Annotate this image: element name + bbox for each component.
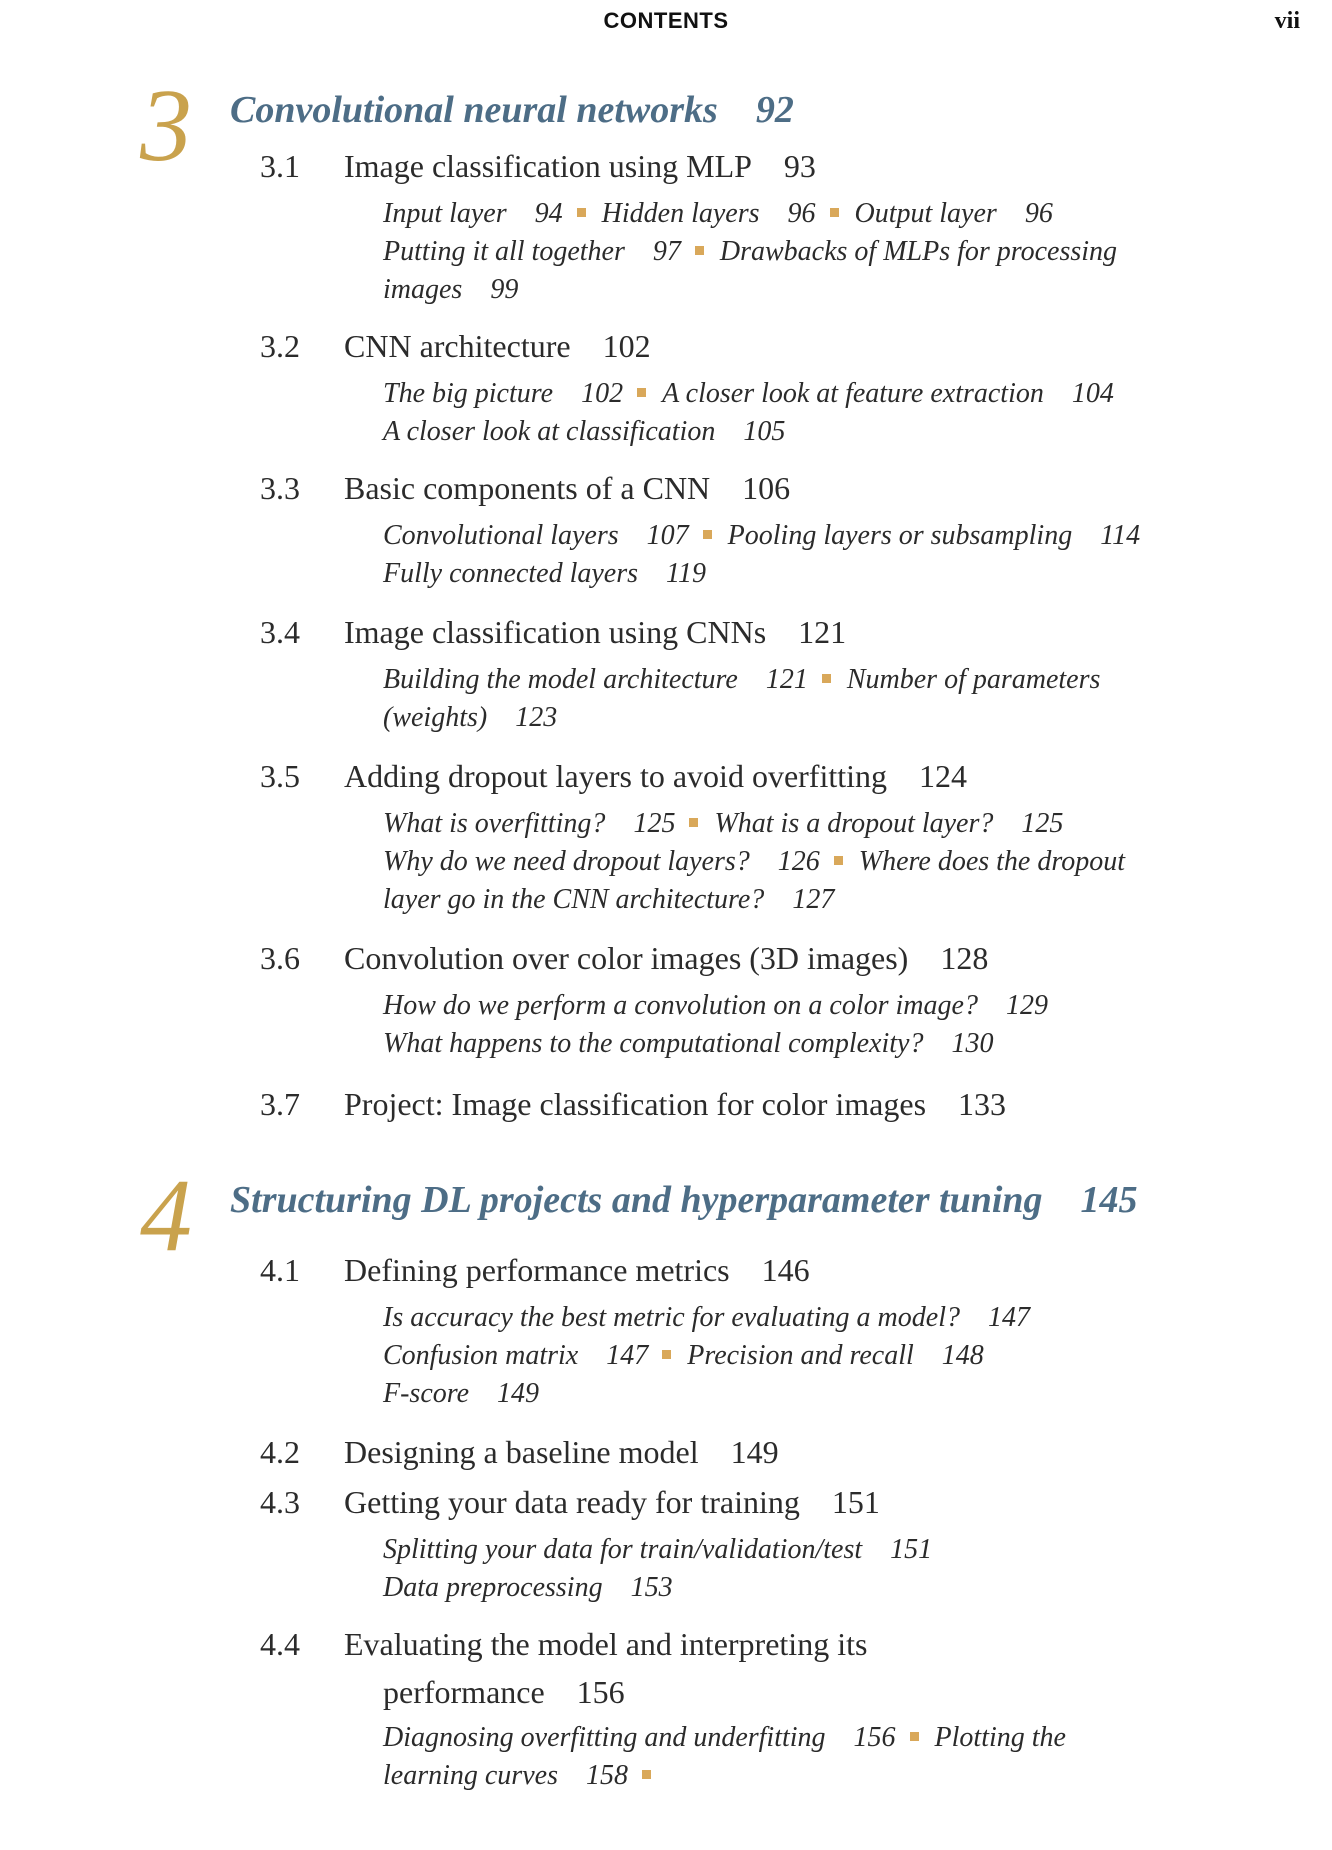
section-title: Adding dropout layers to avoid overfitting 124 — [344, 758, 968, 794]
subsection-title[interactable]: Confusion matrix — [383, 1340, 579, 1371]
section-number: 3.7 — [260, 1086, 300, 1122]
section-title: Getting your data ready for training 151 — [344, 1484, 880, 1520]
subsection-line: Putting it all together 97 Drawbacks of MLPs for processing — [383, 236, 1118, 267]
subsection-title[interactable]: Precision and recall — [687, 1340, 914, 1371]
chapter-title[interactable] — [230, 88, 794, 132]
section-title: Basic components of a CNN 106 — [344, 470, 791, 506]
page-number: vii — [1274, 8, 1300, 34]
chapter-page: 145 — [1080, 1179, 1138, 1221]
section-number: 3.2 — [260, 328, 300, 364]
section-page: 102 — [602, 328, 651, 364]
bullet-icon — [662, 1350, 671, 1359]
section-page: 133 — [958, 1086, 1007, 1122]
chapter-title-text: Structuring DL projects and hyperparameter tuning — [230, 1179, 1043, 1221]
chapter-title-text: Convolutional neural networks — [230, 89, 718, 131]
subsection-title[interactable]: Pooling layers or subsampling — [727, 520, 1073, 551]
bullet-icon — [637, 388, 646, 397]
subsection-line: Data preprocessing 153 — [383, 1572, 673, 1603]
subsection-title[interactable]: Building the model architecture — [383, 664, 738, 695]
subsection-title[interactable]: Diagnosing overfitting and underfitting — [383, 1722, 826, 1753]
subsection-title[interactable]: Convolutional layers — [383, 520, 619, 551]
subsection-line: learning curves 158 — [383, 1760, 667, 1792]
subsection-title[interactable]: Number of parameters — [846, 664, 1101, 695]
subsection-line: A closer look at classification 105 — [383, 416, 786, 447]
subsection-title[interactable]: Why do we need dropout layers? — [383, 846, 750, 877]
bullet-icon — [834, 856, 843, 865]
subsection-title-cont[interactable]: layer go in the CNN architecture? — [383, 884, 765, 915]
chapter-page: 92 — [755, 89, 794, 131]
subsection-title[interactable]: What is overfitting? — [383, 808, 606, 839]
section-title-cont: performance 156 — [383, 1674, 625, 1710]
subsection-title[interactable]: Splitting your data for train/validation/test — [383, 1534, 863, 1565]
subsection-line: Fully connected layers 119 — [383, 558, 706, 589]
section-title: Evaluating the model and interpreting its — [344, 1626, 868, 1662]
section-page: 106 — [742, 470, 791, 506]
subsection-line: The big picture 102 A closer look at feature extraction 104 — [383, 378, 1114, 409]
subsection-line: What is overfitting? 125 What is a dropout layer? 125 — [383, 808, 1064, 839]
bullet-icon — [910, 1732, 919, 1741]
section-title: CNN architecture 102 — [344, 328, 651, 364]
chapter-number: 4 — [140, 1158, 192, 1273]
section-title: Designing a baseline model 149 — [344, 1434, 779, 1470]
subsection-title[interactable]: Output layer — [854, 198, 997, 229]
subsection-line: Building the model architecture 121 Number of parameters — [383, 664, 1101, 695]
section-page: 151 — [831, 1484, 880, 1520]
subsection-title[interactable]: Fully connected layers — [383, 558, 639, 589]
section-page: 128 — [940, 940, 989, 976]
subsection-title[interactable]: Is accuracy the best metric for evaluating a model? — [383, 1302, 960, 1333]
subsection-title[interactable]: F-score — [383, 1378, 470, 1409]
section-number: 4.1 — [260, 1252, 300, 1288]
bullet-icon — [577, 208, 586, 217]
section-number: 4.3 — [260, 1484, 300, 1520]
section-title: Image classification using CNNs 121 — [344, 614, 847, 650]
subsection-title-cont[interactable]: images — [383, 274, 463, 305]
subsection-title[interactable]: Data preprocessing — [383, 1572, 603, 1603]
bullet-icon — [689, 818, 698, 827]
section-page: 146 — [761, 1252, 810, 1288]
section-number: 3.4 — [260, 614, 300, 650]
section-title: Image classification using MLP 93 — [344, 148, 816, 184]
section-number: 3.6 — [260, 940, 300, 976]
section-number: 3.1 — [260, 148, 300, 184]
subsection-line: Convolutional layers 107 Pooling layers or subsampling 114 — [383, 520, 1141, 551]
subsection-line: (weights) 123 — [383, 702, 558, 733]
bullet-icon — [703, 530, 712, 539]
section-title: Defining performance metrics 146 — [344, 1252, 810, 1288]
bullet-icon — [695, 246, 704, 255]
subsection-line: What happens to the computational complexity? 130 — [383, 1028, 994, 1059]
subsection-title[interactable]: Plotting the — [934, 1722, 1066, 1753]
subsection-title[interactable]: Where does the dropout — [858, 846, 1125, 877]
subsection-line: Why do we need dropout layers? 126 Where does the dropout — [383, 846, 1125, 877]
subsection-line: Confusion matrix 147 Precision and recall 148 — [383, 1340, 984, 1371]
section-page: 93 — [783, 148, 816, 184]
subsection-title[interactable]: A closer look at classification — [383, 416, 716, 447]
chapter-title[interactable] — [230, 1178, 1138, 1222]
subsection-title-cont[interactable]: learning curves — [383, 1760, 558, 1791]
chapter-number: 3 — [140, 68, 192, 183]
subsection-title[interactable]: Drawbacks of MLPs for processing — [719, 236, 1118, 267]
subsection-line: Input layer 94 Hidden layers 96 Output layer 96 — [383, 198, 1053, 229]
section-page: 124 — [919, 758, 968, 794]
subsection-line: Diagnosing overfitting and underfitting 156 Plotting the — [383, 1722, 1066, 1753]
subsection-title[interactable]: A closer look at feature extraction — [662, 378, 1044, 409]
subsection-line: Is accuracy the best metric for evaluating a model? 147 — [383, 1302, 1030, 1333]
subsection-title[interactable]: Putting it all together — [383, 236, 625, 267]
subsection-title[interactable]: What is a dropout layer? — [714, 808, 994, 839]
subsection-title[interactable]: What happens to the computational complexity? — [383, 1028, 924, 1059]
subsection-line: images 99 — [383, 274, 519, 305]
subsection-line: F-score 149 — [383, 1378, 540, 1409]
section-page: 149 — [730, 1434, 779, 1470]
subsection-line: How do we perform a convolution on a color image? 129 — [383, 990, 1048, 1021]
section-page: 121 — [798, 614, 847, 650]
subsection-title[interactable]: How do we perform a convolution on a color image? — [383, 990, 978, 1021]
subsection-title[interactable]: Input layer — [383, 198, 507, 229]
section-number: 3.5 — [260, 758, 300, 794]
section-number: 3.3 — [260, 470, 300, 506]
subsection-title-cont[interactable]: (weights) — [383, 702, 488, 733]
section-number: 4.2 — [260, 1434, 300, 1470]
section-page: 156 — [576, 1674, 625, 1710]
running-head: CONTENTS — [603, 8, 729, 33]
bullet-icon — [830, 208, 839, 217]
section-title: Convolution over color images (3D images) 128 — [344, 940, 989, 976]
subsection-line: Splitting your data for train/validation/test 151 — [383, 1534, 933, 1565]
subsection-title[interactable]: Hidden layers — [601, 198, 760, 229]
bullet-icon — [642, 1770, 651, 1779]
subsection-line: layer go in the CNN architecture? 127 — [383, 884, 835, 915]
bullet-icon — [822, 674, 831, 683]
section-number: 4.4 — [260, 1626, 300, 1662]
subsection-title[interactable]: The big picture — [383, 378, 554, 409]
section-title: Project: Image classification for color images 133 — [344, 1086, 1007, 1122]
